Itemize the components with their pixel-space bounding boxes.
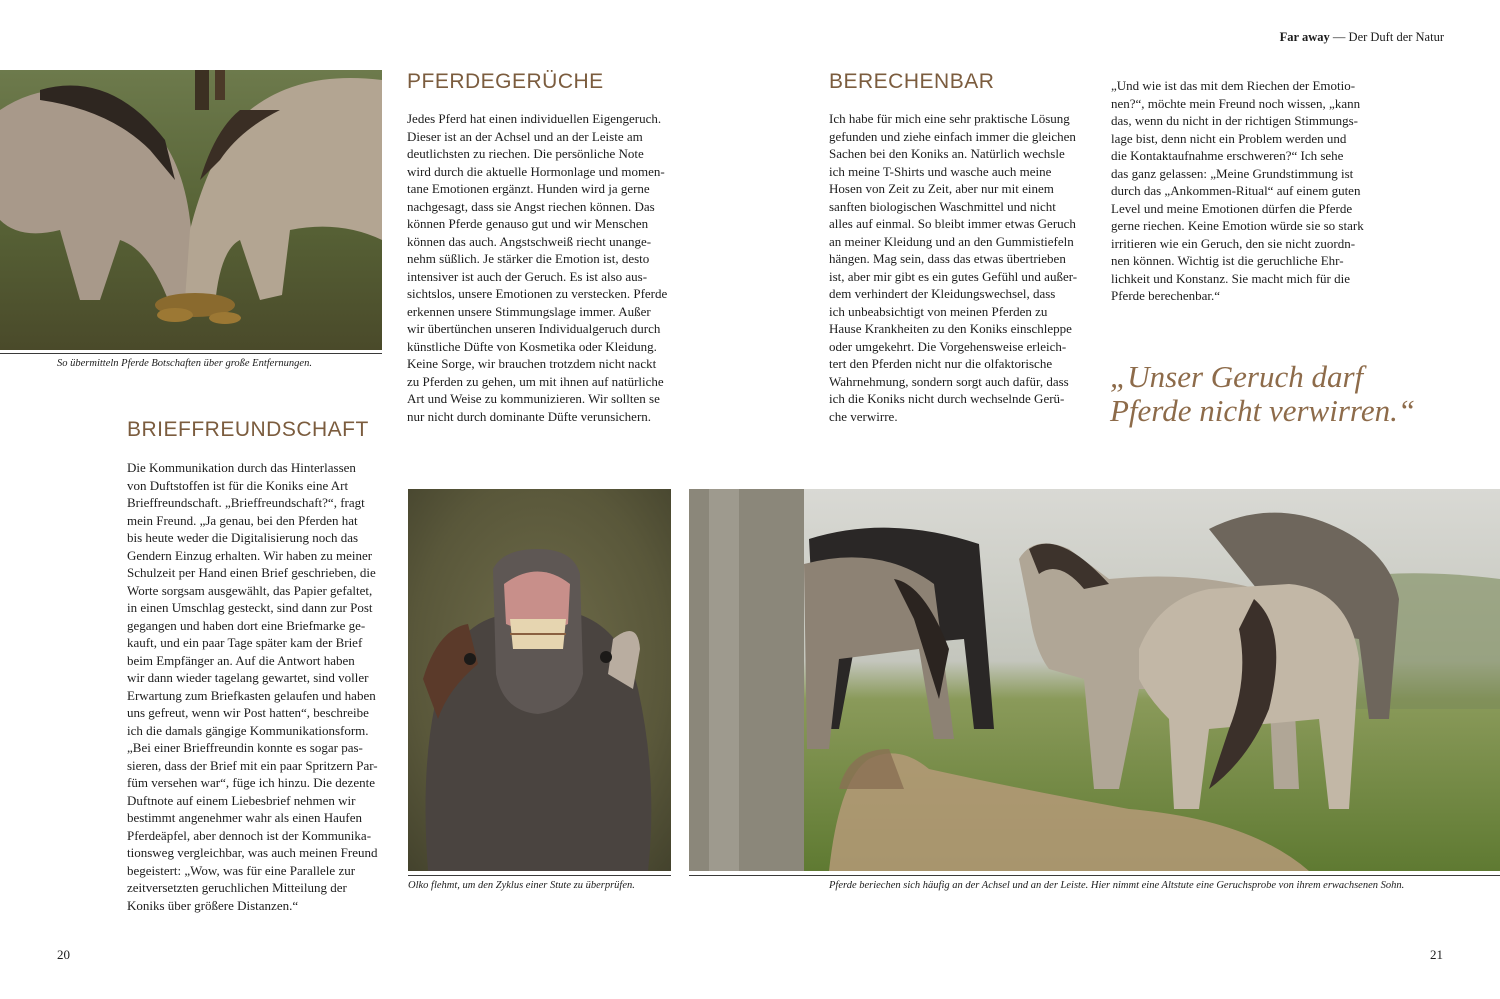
body-pferdegerueche: [407, 110, 677, 425]
text-line: Schulzeit per Hand einen Brief geschrieben, die: [127, 565, 376, 580]
text-line: in einen Umschlag gesteckt, sind dann zur Post: [127, 600, 373, 615]
text-line: lichkeit und Konstanz. Sie macht mich für die: [1111, 270, 1350, 286]
text-line: beim Empfänger an. Auf die Antwort haben: [127, 652, 355, 668]
text-line: Art und Weise zu kommunizieren. Wir sollten se: [407, 391, 660, 406]
text-line: gegangen und haben dort eine Briefmarke ge-: [127, 617, 366, 633]
text-line: wir übertünchen unseren Individualgeruch durch: [407, 321, 661, 336]
text-line: intensiver ist auch der Geruch. Es ist also aus-: [407, 268, 648, 284]
photo-caption-3: Pferde beriechen sich häufig an der Achsel und an der Leiste. Hier nimmt eine Altstute eine Geruchsprobe von ihrem erwachsenen Sohn.: [829, 880, 1405, 891]
text-line: tane Emotionen ergänzt. Hunden wird ja gerne: [407, 181, 650, 196]
text-line: dem verhindert der Kleidungswechsel, dass: [829, 286, 1056, 301]
text-line: nehm süßlich. Je stärker die Emotion ist, desto: [407, 251, 650, 266]
caption-rule-1: [0, 353, 382, 354]
text-line: durch das „Ankommen-Ritual“ auf einem guten: [1111, 183, 1361, 198]
text-line: können Pferde genauso gut und wir Menschen: [407, 216, 649, 231]
text-line: uns gefreut, wenn wir Post hatten“, beschreibe: [127, 705, 369, 720]
caption-rule-3: [689, 875, 1500, 876]
text-line: erkennen unsere Stimmungslage immer. Außer: [407, 303, 651, 319]
text-line: mein Freund. „Ja genau, bei den Pferden hat: [127, 512, 358, 528]
text-line: hängen. Mag sein, dass das etwas übertrieben: [829, 251, 1066, 266]
text-line: das, wenn du nicht in der richtigen Stimmungs-: [1111, 113, 1358, 128]
text-line: sichtslos, unsere Emotionen zu verstecken. Pferde: [407, 286, 668, 301]
header-title: Der Duft der Natur: [1348, 30, 1444, 44]
header-section: Far away: [1279, 30, 1330, 44]
text-line: Hause Krankheiten zu den Koniks einschleppe: [829, 321, 1072, 336]
text-line: gerne riechen. Keine Emotion würde sie so stark: [1111, 218, 1364, 233]
text-line: bis heute weder die Digitalisierung noch das: [127, 530, 359, 545]
heading-brieffreundschaft: BRIEFFREUNDSCHAFT: [127, 418, 369, 441]
text-line: die Kontaktaufnahme erschweren?“ Ich sehe: [1111, 148, 1344, 163]
text-line: das ganz gelassen: „Meine Grundstimmung ist: [1111, 165, 1354, 181]
text-line: gefunden und ziehe einfach immer die gleichen: [829, 128, 1076, 144]
photo-caption-2: Olko flehmt, um den Zyklus einer Stute zu überprüfen.: [408, 880, 635, 891]
two-horses-grazing-photo: [0, 70, 382, 350]
text-line: Pferde nicht verwirren.“: [1110, 393, 1416, 428]
text-line: Duftnote auf einem Liebesbrief nehmen wir: [127, 792, 356, 808]
caption-rule-2: [408, 875, 671, 876]
text-line: nen können. Wichtig ist die geruchliche Ehr-: [1111, 253, 1344, 268]
header-separator: —: [1332, 30, 1346, 44]
page-number-right: 21: [1430, 947, 1443, 962]
text-line: sieren, dass der Brief mit ein paar Spritzern Par-: [127, 757, 378, 773]
text-line: zu Pferden zu gehen, um mit ihnen auf natürliche: [407, 373, 664, 389]
text-line: ich unbeabsichtigt von meinen Pferden zu: [829, 303, 1048, 319]
text-line: Pferdeäpfel, aber dennoch ist der Kommunika-: [127, 827, 372, 843]
text-line: alles auf einmal. So bleibt immer etwas Geruch: [829, 216, 1076, 231]
text-line: oder umgekehrt. Die Vorgehensweise erleich-: [829, 338, 1067, 354]
text-line: nachgesagt, dass sie Angst riechen können. Das: [407, 198, 655, 214]
text-line: ich die damals gängige Kommunikationsform.: [127, 722, 369, 738]
flehmen-horse-photo: [408, 489, 671, 871]
text-line: sanften biologischen Waschmittel und nicht: [829, 198, 1056, 214]
text-line: Hosen von Zeit zu Zeit, aber nur mit einem: [829, 181, 1054, 196]
heading-pferdegerueche: PFERDEGERÜCHE: [407, 70, 604, 93]
text-line: deutlichsten zu riechen. Die persönliche Note: [407, 146, 644, 161]
page-number-left: 20: [57, 947, 70, 962]
body-berechenbar: [829, 110, 1089, 425]
text-line: Die Kommunikation durch das Hinterlassen: [127, 460, 356, 475]
text-line: zeitversetzten geruchlichen Mitteilung der: [127, 880, 347, 895]
text-line: „Und wie ist das mit dem Riechen der Emotio-: [1111, 78, 1356, 93]
text-line: tionsweg vergleichbar, was auch meinen Freund: [127, 845, 378, 860]
text-line: Sachen bei den Koniks an. Natürlich wechsle: [829, 146, 1065, 161]
text-line: Keine Sorge, wir brauchen trotzdem nicht nackt: [407, 356, 657, 371]
body-continued: [1111, 77, 1376, 305]
text-line: kauft, und ein paar Tage später kam der Brief: [127, 635, 363, 650]
text-line: Koniks über größere Distanzen.“: [127, 897, 299, 913]
text-line: Jedes Pferd hat einen individuellen Eigengeruch.: [407, 111, 662, 126]
text-line: Wahrnehmung, sondern sorgt auch dafür, dass: [829, 373, 1069, 389]
text-line: nen?“, möchte mein Freund noch wissen, „kann: [1111, 95, 1361, 111]
text-line: von Duftstoffen ist für die Koniks eine Art: [127, 477, 349, 493]
text-line: Brieffreundschaft. „Brieffreundschaft?“, fragt: [127, 495, 365, 510]
body-brieffreundschaft: [127, 459, 377, 914]
text-line: begeistert: „Wow, was für eine Parallele zur: [127, 862, 356, 878]
text-line: Pferde berechenbar.“: [1111, 288, 1220, 303]
text-line: Worte sorgsam ausgewählt, das Papier gefaltet,: [127, 582, 373, 598]
text-line: tert den Pferden nicht nur die olfaktorische: [829, 356, 1053, 371]
text-line: lage bist, denn nicht ein Problem werden und: [1111, 130, 1347, 146]
text-line: wir dann wieder tagelang gewartet, sind voller: [127, 670, 369, 685]
text-line: Level und meine Emotionen dürfen die Pferde: [1111, 200, 1353, 216]
text-line: Ich habe für mich eine sehr praktische Lösung: [829, 111, 1070, 126]
text-line: Erwartung zum Briefkasten gelaufen und haben: [127, 687, 376, 703]
heading-berechenbar: BERECHENBAR: [829, 70, 995, 93]
text-line: füm versehen war“, füge ich hinzu. Die dezente: [127, 775, 375, 790]
photo-caption-1: So übermitteln Pferde Botschaften über große Entfernungen.: [57, 358, 312, 369]
running-header: [1280, 30, 1444, 45]
text-line: künstliche Düfte von Kosmetika oder Kleidung.: [407, 338, 657, 354]
text-line: wird durch die aktuelle Hormonlage und momen-: [407, 163, 665, 179]
text-line: ich meine T-Shirts und wasche auch meine: [829, 163, 1052, 179]
text-line: Dieser ist an der Achsel und an der Leiste am: [407, 128, 643, 144]
text-line: an meiner Kleidung und an den Gummistiefeln: [829, 233, 1074, 249]
text-line: nur nicht durch dominante Düfte verunsichern.: [407, 408, 652, 424]
text-line: ist, aber mir gibt es ein gutes Gefühl und außer-: [829, 268, 1078, 284]
text-line: ich die Koniks nicht durch wechselnde Gerü-: [829, 391, 1065, 406]
herd-of-koniks-photo: [689, 489, 1500, 871]
text-line: „Bei einer Brieffreundin konnte es sogar pas-: [127, 740, 363, 755]
text-line: können das auch. Angstschweiß riecht unange-: [407, 233, 652, 249]
text-line: „Unser Geruch darf: [1110, 359, 1364, 394]
pull-quote: [1110, 360, 1415, 428]
text-line: Gendern Einzug erhalten. Wir haben zu meiner: [127, 547, 373, 563]
text-line: bestimmt angenehmer wahr als einen Haufen: [127, 810, 362, 825]
text-line: che verwirre.: [829, 408, 898, 424]
text-line: irritieren wie ein Geruch, den sie nicht zuordn-: [1111, 235, 1356, 251]
